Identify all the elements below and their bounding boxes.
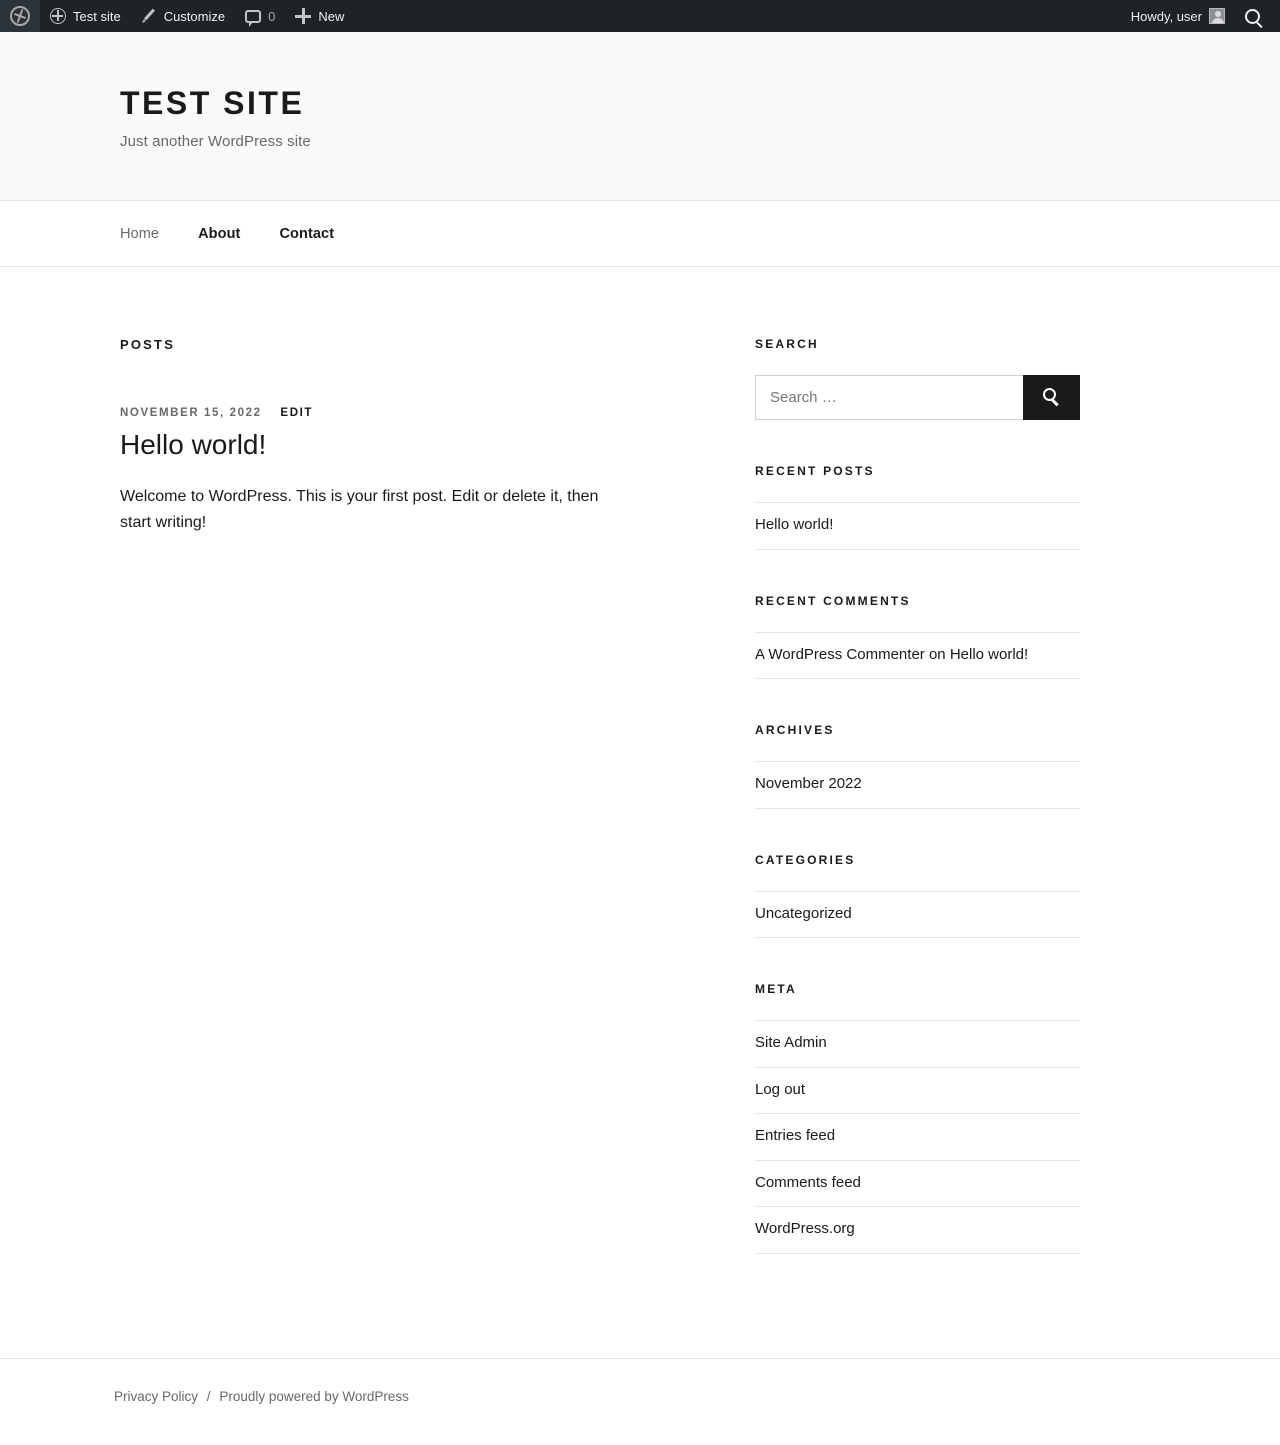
admin-bar-comment-count: 0 <box>268 8 276 24</box>
comment-author-link[interactable]: A WordPress Commenter <box>755 645 925 663</box>
site-tagline: Just another WordPress site <box>120 133 311 151</box>
nav-item-about[interactable] <box>198 225 240 243</box>
widget-recent-comments-title: RECENT COMMENTS <box>755 593 911 608</box>
admin-bar-item-comments[interactable] <box>235 0 285 32</box>
content-area <box>0 267 1280 1358</box>
admin-bar-my-account[interactable] <box>1121 0 1235 32</box>
widget-meta <box>755 982 1080 1254</box>
primary-navigation <box>0 201 1280 267</box>
avatar <box>1209 8 1225 24</box>
home-icon <box>50 8 66 24</box>
wordpress-logo-menu[interactable] <box>0 0 40 32</box>
wordpress-credit-link[interactable]: Proudly powered by WordPress <box>219 1388 409 1404</box>
admin-bar <box>0 0 1280 32</box>
post-edit-link-wrap <box>280 407 313 419</box>
page-title[interactable]: TEST SITE <box>120 85 305 121</box>
admin-bar-item-site-name[interactable] <box>40 0 131 32</box>
widget-categories <box>755 853 1080 939</box>
widget-archives-title: ARCHIVES <box>755 723 835 738</box>
sidebar <box>755 337 1080 1298</box>
meta-link-log-out[interactable]: Log out <box>755 1080 806 1098</box>
post-date-link[interactable]: NOVEMBER 15, 2022 <box>120 407 262 420</box>
list-item[interactable] <box>755 632 1080 680</box>
admin-bar-site-name-label: Test site <box>73 8 121 24</box>
list-item[interactable] <box>755 761 1080 809</box>
search-icon <box>1245 9 1260 24</box>
post-title[interactable] <box>120 427 660 462</box>
search-submit-button[interactable] <box>1023 375 1080 420</box>
post-title-text: Hello world! <box>120 429 267 461</box>
footer-separator: / <box>206 1388 211 1404</box>
post-content <box>120 484 660 536</box>
post-excerpt: Welcome to WordPress. This is your first post. Edit or delete it, then start writing! <box>120 488 599 532</box>
category-link[interactable]: Uncategorized <box>755 904 852 922</box>
list-item[interactable] <box>755 1068 1080 1115</box>
meta-list <box>755 1020 1080 1254</box>
site-footer <box>0 1358 1280 1444</box>
nav-link-home[interactable]: Home <box>120 225 160 242</box>
post-edit-link[interactable]: EDIT <box>280 407 314 420</box>
recent-post-link[interactable]: Hello world! <box>755 516 834 534</box>
content-inner <box>90 337 1190 1298</box>
admin-bar-new-label: New <box>318 8 345 24</box>
meta-link-wordpress-org[interactable]: WordPress.org <box>755 1220 855 1238</box>
nav-link-about[interactable]: About <box>198 225 241 242</box>
plus-icon <box>295 8 311 24</box>
archives-list <box>755 761 1080 809</box>
widget-search-title: SEARCH <box>755 337 819 352</box>
admin-bar-left <box>0 0 354 32</box>
nav-item-contact[interactable] <box>279 225 334 243</box>
list-item[interactable] <box>755 891 1080 939</box>
comment-post-link[interactable]: Hello world! <box>949 645 1029 663</box>
privacy-policy-link[interactable]: Privacy Policy <box>114 1388 199 1404</box>
pencil-icon <box>141 8 157 24</box>
list-item[interactable] <box>755 1114 1080 1161</box>
recent-posts-list <box>755 502 1080 550</box>
nav-list <box>120 201 1160 266</box>
widget-archives <box>755 723 1080 809</box>
widget-recent-comments <box>755 594 1080 680</box>
list-item[interactable] <box>755 1161 1080 1208</box>
list-item[interactable] <box>755 502 1080 550</box>
meta-link-site-admin[interactable]: Site Admin <box>755 1034 827 1052</box>
widget-categories-title: CATEGORIES <box>755 852 856 867</box>
categories-list <box>755 891 1080 939</box>
search-icon <box>1043 388 1056 401</box>
list-item[interactable] <box>755 1020 1080 1068</box>
nav-item-home[interactable] <box>120 225 159 243</box>
recent-comments-list <box>755 632 1080 680</box>
posts-section-heading: POSTS <box>120 337 176 353</box>
admin-bar-search-button[interactable] <box>1235 0 1270 32</box>
admin-bar-customize-label: Customize <box>163 8 226 24</box>
widget-meta-title: META <box>755 982 797 997</box>
site-header <box>0 32 1280 201</box>
wordpress-logo-icon <box>10 6 30 26</box>
meta-link-comments-feed[interactable]: Comments feed <box>755 1173 861 1191</box>
search-input[interactable] <box>755 375 1023 420</box>
admin-bar-item-new[interactable] <box>285 0 354 32</box>
archive-link[interactable]: November 2022 <box>755 775 862 793</box>
widget-recent-posts <box>755 464 1080 550</box>
site-header-inner <box>90 84 1190 150</box>
comment-on-label: on <box>928 645 946 663</box>
post-meta <box>120 407 660 419</box>
content-columns <box>120 337 1160 1298</box>
comment-bubble-icon <box>245 10 261 23</box>
main-column <box>120 337 700 1298</box>
meta-link-entries-feed[interactable]: Entries feed <box>755 1127 836 1145</box>
admin-bar-item-customize[interactable] <box>131 0 235 32</box>
widget-recent-posts-title: RECENT POSTS <box>755 464 875 479</box>
primary-navigation-inner <box>90 201 1190 266</box>
site-footer-inner <box>90 1389 1190 1404</box>
admin-bar-right <box>1121 0 1280 32</box>
widget-search <box>755 337 1080 420</box>
search-form <box>755 375 1080 420</box>
post-article <box>120 407 660 536</box>
list-item[interactable] <box>755 1207 1080 1254</box>
nav-link-contact[interactable]: Contact <box>279 225 335 242</box>
howdy-label: Howdy, user <box>1130 8 1202 24</box>
